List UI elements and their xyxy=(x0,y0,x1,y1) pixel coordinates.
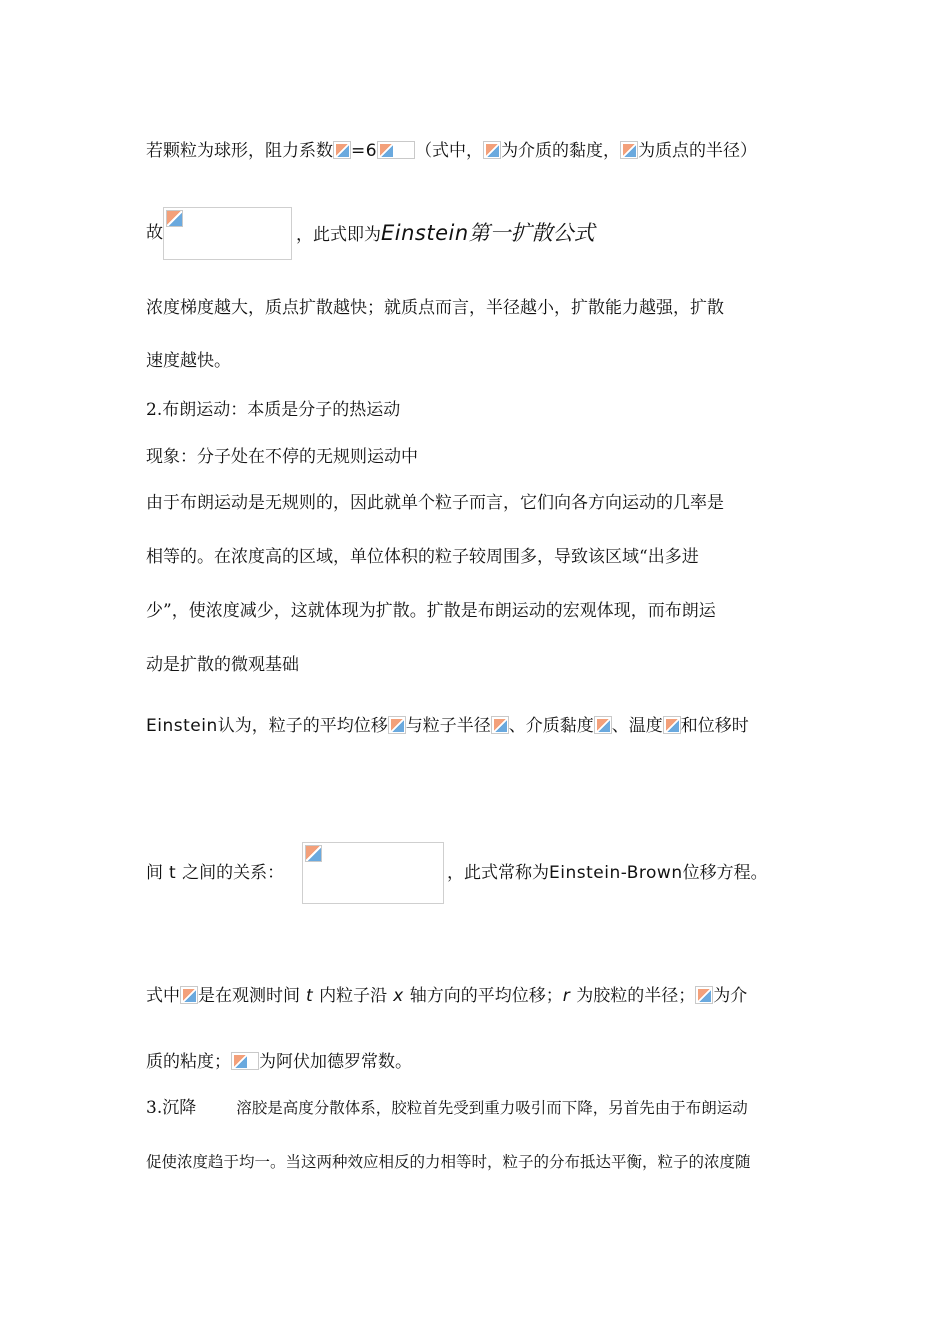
broken-image-icon xyxy=(166,210,183,227)
text: t xyxy=(169,863,177,883)
text: 之间的关系： xyxy=(182,863,285,883)
formula-image-icon xyxy=(180,986,198,1004)
formula-image-box xyxy=(302,842,444,904)
text: 位移方程。 xyxy=(682,863,768,883)
text-line-9 xyxy=(146,603,716,620)
text: 为质点的半径） xyxy=(638,141,758,161)
text: 相等的。在浓度高的区域，单位体积的粒子较周围多，导致该区域“出多进 xyxy=(146,547,699,567)
text: 与粒子半径 xyxy=(405,716,491,736)
text-line-12 xyxy=(146,865,284,882)
text: 质的粘度； xyxy=(146,1052,231,1072)
formula-image-icon xyxy=(483,141,501,159)
text-line-11 xyxy=(146,716,749,735)
broken-image-icon xyxy=(305,845,322,862)
text-line-4 xyxy=(146,353,231,370)
text: 为胶粒的半径； xyxy=(576,986,696,1006)
text-line-3 xyxy=(146,300,806,317)
text: （式中， xyxy=(415,141,484,161)
text: 第一扩散公式 xyxy=(468,221,595,245)
text: Einstein-Brown xyxy=(549,863,683,883)
text: 动是扩散的微观基础 xyxy=(146,655,299,675)
text: 为介质的黏度， xyxy=(501,141,621,161)
text: 故 xyxy=(146,223,163,243)
text: 内粒子沿 xyxy=(319,986,388,1006)
formula-image-icon xyxy=(695,986,713,1004)
formula-image-icon xyxy=(620,141,638,159)
text: 速度越快。 xyxy=(146,351,231,371)
text-line-10 xyxy=(146,657,299,674)
text-line-7 xyxy=(146,495,724,512)
text: 式中 xyxy=(146,986,180,1006)
text: 和位移时 xyxy=(680,716,749,736)
text: 由于布朗运动是无规则的，因此就单个粒子而言，它们向各方向运动的几率是 xyxy=(146,493,724,513)
text: ，此式即为 xyxy=(296,225,381,245)
formula-image-icon xyxy=(377,141,415,159)
formula-image-icon xyxy=(333,141,351,159)
text: =6 xyxy=(351,141,378,161)
text: r xyxy=(562,986,571,1006)
text-line-15 xyxy=(146,1100,748,1117)
text: 溶胶是高度分散体系，胶粒首先受到重力吸引而下降，另首先由于布朗运动 xyxy=(236,1099,748,1117)
text-line-12b xyxy=(447,865,768,882)
text-line-2b xyxy=(296,223,595,244)
text: 现象：分子处在不停的无规则运动中 xyxy=(146,447,418,467)
text: Einstein xyxy=(381,221,469,245)
text: Einstein xyxy=(146,716,218,736)
text-line-2 xyxy=(146,225,163,242)
text-line-13 xyxy=(146,986,747,1005)
text-line-6 xyxy=(146,449,418,466)
text: 轴方向的平均位移； xyxy=(409,986,563,1006)
text: 浓度梯度越大，质点扩散越快；就质点而言，半径越小，扩散能力越强，扩散 xyxy=(146,298,724,318)
text: 、温度 xyxy=(611,716,663,736)
formula-image-icon xyxy=(491,716,509,734)
text: 是在观测时间 xyxy=(198,986,300,1006)
text-line-14 xyxy=(146,1052,412,1071)
section-heading: 3.沉降 xyxy=(146,1098,197,1118)
text: ，此式常称为 xyxy=(447,863,549,883)
text: 促使浓度趋于均一。当这两种效应相反的力相等时，粒子的分布抵达平衡，粒子的浓度随 xyxy=(146,1153,751,1171)
text: 少”，使浓度减少，这就体现为扩散。扩散是布朗运动的宏观体现，而布朗运 xyxy=(146,601,716,621)
text-line-16 xyxy=(146,1155,751,1171)
text: 若颗粒为球形，阻力系数 xyxy=(146,141,333,161)
formula-image-icon xyxy=(231,1052,259,1070)
text: 为介 xyxy=(713,986,748,1006)
text-line-1 xyxy=(146,141,757,160)
formula-image-box xyxy=(163,207,292,260)
text: 、介质黏度 xyxy=(508,716,594,736)
formula-image-icon xyxy=(594,716,612,734)
text-line-8 xyxy=(146,549,699,566)
text: 2.布朗运动：本质是分子的热运动 xyxy=(146,400,401,420)
text: x xyxy=(393,986,404,1006)
text-line-5 xyxy=(146,402,400,419)
text: t xyxy=(306,986,314,1006)
text: 为阿伏加德罗常数。 xyxy=(259,1052,412,1072)
text: 认为，粒子的平均位移 xyxy=(217,716,388,736)
text: 间 xyxy=(146,863,163,883)
formula-image-icon xyxy=(663,716,681,734)
formula-image-icon xyxy=(388,716,406,734)
